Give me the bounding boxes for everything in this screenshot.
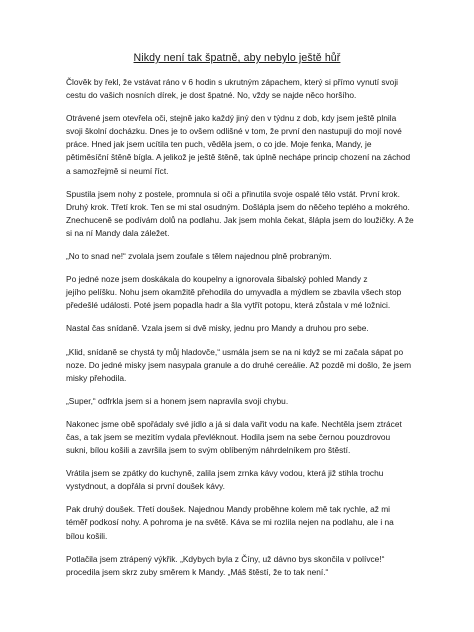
paragraph — [66, 76, 412, 102]
paragraph — [66, 503, 412, 542]
paragraph — [66, 395, 412, 408]
text-line: Otrávené jsem otevřela oči, stejně jako každý jiný den v týdnu z dob, kdy jsem ještě plnila — [66, 113, 397, 124]
text-line: „Super,“ odfrkla jsem si a honem jsem napravila svoji chybu. — [66, 395, 289, 406]
text-line: a samozřejmě si neumí říct. — [66, 165, 169, 176]
paragraph — [66, 322, 412, 335]
text-line: čas, a tak jsem se mezitím vydala převléknout. Hodila jsem na sebe černou pouzdrovou — [66, 431, 391, 442]
text-line: Nastal čas snídaně. Vzala jsem si dvě misky, jednu pro Mandy a druhou pro sebe. — [66, 323, 369, 334]
text-line: svoji školní docházku. Dnes je to ovšem odlišné v tom, že první den nastupuji do mojí nové — [66, 126, 402, 137]
text-line: Spustila jsem nohy z postele, promnula si oči a přinutila svoje ospalé tělo vstát. První krok. — [66, 188, 400, 199]
text-line: Člověk by řekl, že vstávat ráno v 6 hodin s ukrutným zápachem, který si přímo vynutí svoji — [66, 77, 399, 87]
text-line: cestu do vašich nosních dírek, je dost špatné. No, vždy se najde něco horšího. — [66, 90, 357, 101]
text-line: „No to snad ne!“ zvolala jsem zoufale s tělem najednou plně probraným. — [66, 251, 332, 262]
text-line: jejího pelíšku. Nohu jsem okamžitě přehodila do umyvadla a mýdlem se zbavila všech stop — [66, 287, 402, 298]
text-line: bílou košili. — [66, 530, 108, 541]
paragraph — [66, 250, 412, 263]
text-line: Po jedné noze jsem doskákala do koupelny a ignorovala šibalský pohled Mandy z — [66, 274, 368, 285]
text-line: si na ní Mandy dala záležet. — [66, 227, 170, 238]
paragraph — [66, 273, 412, 312]
text-line: práce. Hned jak jsem ucítila ten puch, věděla jsem, o co jde. Moje fenka, Mandy, je — [66, 139, 372, 150]
text-line: sukni, bílou košili a završila jsem to svým oblíbeným náhrdelníkem pro štěstí. — [66, 445, 351, 456]
text-line: „Klid, snídaně se chystá ty můj hladovče,“ usmála jsem se na ni když se mi začala sápat po — [66, 346, 404, 357]
paragraph — [66, 553, 412, 579]
text-line: pětiměsíční štěně bígla. A jelikož je ještě štěně, tak úplně nechápe princip chození na záchod — [66, 152, 411, 163]
text-line: Znechuceně se podívám dolů na podlahu. Jak jsem mohla čekat, šlápla jsem do loužičky. A že — [66, 214, 414, 225]
text-line: Nakonec jsme obě spořádaly své jídlo a já si dala vařit vodu na kafe. Nechtěla jsem ztrácet — [66, 418, 402, 429]
text-line: Vrátila jsem se zpátky do kuchyně, zalila jsem zrnka kávy vodou, která již stihla trochu — [66, 468, 384, 479]
paragraph — [66, 418, 412, 457]
paragraph — [66, 467, 412, 493]
text-line: noze. Do jedné misky jsem nasypala granule a do druhé cereálie. Až pozdě mi došlo, že jsem — [66, 359, 412, 370]
paragraph — [66, 188, 412, 240]
paragraph — [66, 346, 412, 385]
document-title: Nikdy není tak špatně, aby nebylo ještě hůř — [133, 52, 341, 64]
text-line: Druhý krok. Třetí krok. Ten se mi stal osudným. Došlápla jsem do něčeho teplého a mokrého. — [66, 201, 410, 212]
text-line: Potlačila jsem ztrápený výkřik. „Kdybych byla z Číny, už dávno bys skončila v polívce!“ — [66, 553, 385, 564]
text-line: vystydnout, a dopřála si první doušek kávy. — [66, 481, 225, 492]
text-line: předešlé události. Poté jsem popadla hadr a šla vytřít potopu, která zůstala v mé ložnici. — [66, 300, 391, 311]
text-line: Pak druhý doušek. Třetí doušek. Najednou Mandy proběhne kolem mě tak rychle, až mi — [66, 504, 391, 515]
text-line: procedila jsem skrz zuby směrem k Mandy. „Máš štěstí, že to tak není.“ — [66, 566, 329, 577]
document-body — [66, 76, 412, 589]
text-line: misky přehodila. — [66, 372, 127, 383]
paragraph — [66, 112, 412, 177]
text-line: téměř podkosí nohy. A pohroma je na světě. Káva se mi rozlila nejen na podlahu, ale i na — [66, 517, 394, 528]
